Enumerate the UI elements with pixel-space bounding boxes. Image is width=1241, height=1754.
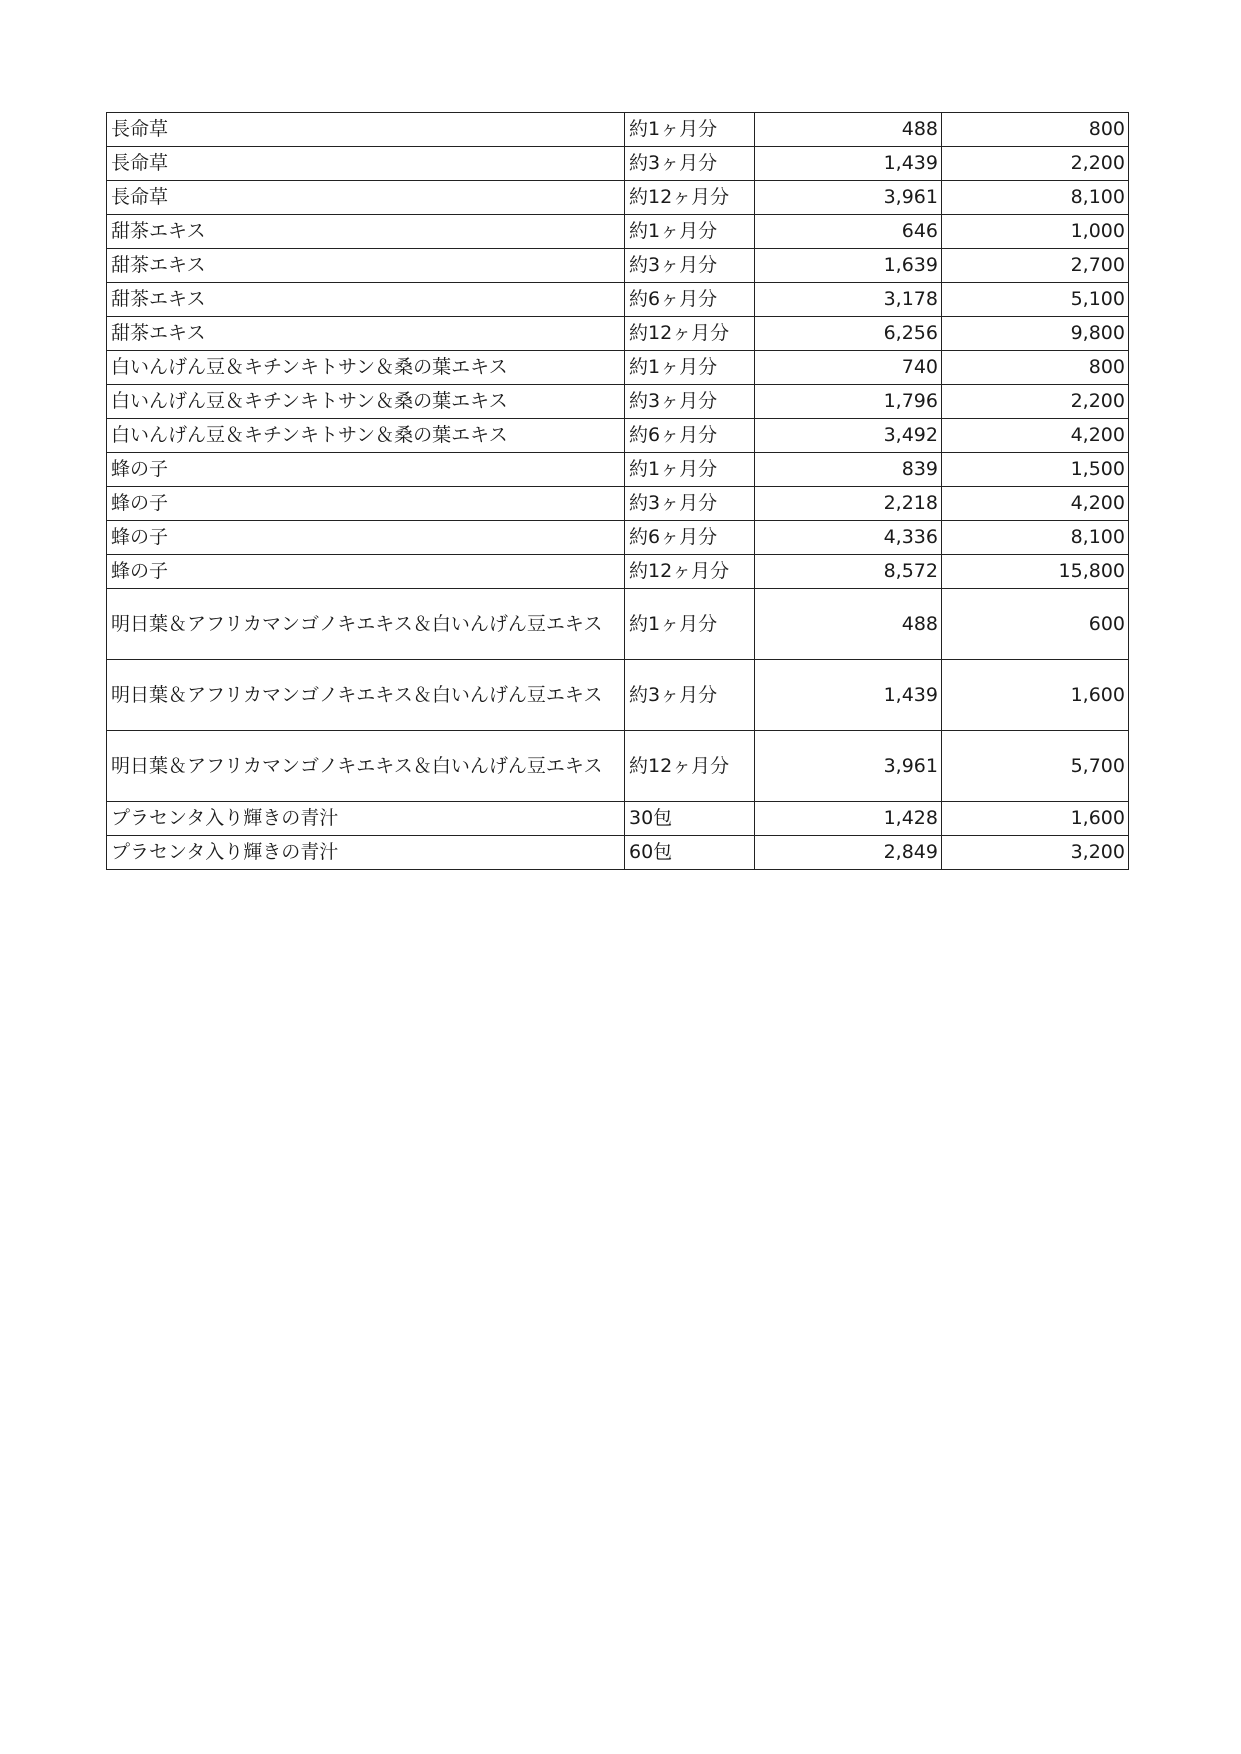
table-row (107, 487, 1129, 521)
cost-cell: 8,572 (755, 555, 942, 589)
table-row (107, 836, 1129, 870)
table-row (107, 453, 1129, 487)
quantity-cell: 約6ヶ月分 (625, 521, 755, 555)
product-name-cell: 甜茶エキス (107, 283, 625, 317)
cost-cell: 4,336 (755, 521, 942, 555)
cost-cell: 1,439 (755, 147, 942, 181)
price-cell: 2,700 (942, 249, 1129, 283)
cost-cell: 839 (755, 453, 942, 487)
quantity-cell: 約1ヶ月分 (625, 215, 755, 249)
quantity-cell: 60包 (625, 836, 755, 870)
product-name-cell: 蜂の子 (107, 487, 625, 521)
cost-cell: 488 (755, 589, 942, 660)
cost-cell: 3,492 (755, 419, 942, 453)
quantity-cell: 約6ヶ月分 (625, 283, 755, 317)
price-cell: 3,200 (942, 836, 1129, 870)
product-name-cell: 白いんげん豆＆キチンキトサン＆桑の葉エキス (107, 351, 625, 385)
cost-cell: 2,218 (755, 487, 942, 521)
price-cell: 2,200 (942, 385, 1129, 419)
cost-cell: 1,428 (755, 802, 942, 836)
price-cell: 8,100 (942, 521, 1129, 555)
price-cell: 2,200 (942, 147, 1129, 181)
quantity-cell: 約12ヶ月分 (625, 317, 755, 351)
price-cell: 1,500 (942, 453, 1129, 487)
product-name-cell: 白いんげん豆＆キチンキトサン＆桑の葉エキス (107, 385, 625, 419)
table-row (107, 249, 1129, 283)
table-row (107, 351, 1129, 385)
table-row (107, 802, 1129, 836)
cost-cell: 3,961 (755, 731, 942, 802)
table-row (107, 181, 1129, 215)
cost-cell: 1,796 (755, 385, 942, 419)
quantity-cell: 約6ヶ月分 (625, 419, 755, 453)
product-name-cell: 白いんげん豆＆キチンキトサン＆桑の葉エキス (107, 419, 625, 453)
cost-cell: 6,256 (755, 317, 942, 351)
quantity-cell: 約1ヶ月分 (625, 589, 755, 660)
table-row (107, 589, 1129, 660)
table-body (107, 113, 1129, 870)
quantity-cell: 約3ヶ月分 (625, 385, 755, 419)
table-row (107, 385, 1129, 419)
cost-cell: 2,849 (755, 836, 942, 870)
price-cell: 8,100 (942, 181, 1129, 215)
cost-cell: 740 (755, 351, 942, 385)
quantity-cell: 約1ヶ月分 (625, 351, 755, 385)
product-name-cell: 蜂の子 (107, 453, 625, 487)
cost-cell: 3,961 (755, 181, 942, 215)
quantity-cell: 約3ヶ月分 (625, 249, 755, 283)
table-row (107, 283, 1129, 317)
product-name-cell: 明日葉＆アフリカマンゴノキエキス＆白いんげん豆エキス (107, 731, 625, 802)
product-name-cell: 長命草 (107, 147, 625, 181)
price-cell: 1,600 (942, 660, 1129, 731)
quantity-cell: 約3ヶ月分 (625, 660, 755, 731)
cost-cell: 3,178 (755, 283, 942, 317)
cost-cell: 1,639 (755, 249, 942, 283)
product-name-cell: 長命草 (107, 113, 625, 147)
table-row (107, 419, 1129, 453)
quantity-cell: 約3ヶ月分 (625, 487, 755, 521)
product-name-cell: 甜茶エキス (107, 249, 625, 283)
product-name-cell: 甜茶エキス (107, 215, 625, 249)
price-cell: 1,600 (942, 802, 1129, 836)
product-name-cell: 蜂の子 (107, 555, 625, 589)
product-name-cell: 明日葉＆アフリカマンゴノキエキス＆白いんげん豆エキス (107, 660, 625, 731)
price-cell: 9,800 (942, 317, 1129, 351)
quantity-cell: 約3ヶ月分 (625, 147, 755, 181)
cost-cell: 488 (755, 113, 942, 147)
quantity-cell: 約1ヶ月分 (625, 113, 755, 147)
table-row (107, 317, 1129, 351)
price-cell: 5,700 (942, 731, 1129, 802)
product-name-cell: 蜂の子 (107, 521, 625, 555)
product-price-table (106, 112, 1129, 870)
price-cell: 800 (942, 113, 1129, 147)
quantity-cell: 約12ヶ月分 (625, 731, 755, 802)
price-cell: 4,200 (942, 419, 1129, 453)
table-row (107, 215, 1129, 249)
quantity-cell: 約1ヶ月分 (625, 453, 755, 487)
table-row (107, 521, 1129, 555)
price-cell: 600 (942, 589, 1129, 660)
price-cell: 4,200 (942, 487, 1129, 521)
product-name-cell: 明日葉＆アフリカマンゴノキエキス＆白いんげん豆エキス (107, 589, 625, 660)
quantity-cell: 30包 (625, 802, 755, 836)
price-cell: 1,000 (942, 215, 1129, 249)
product-name-cell: 長命草 (107, 181, 625, 215)
product-name-cell: 甜茶エキス (107, 317, 625, 351)
price-cell: 5,100 (942, 283, 1129, 317)
table-row (107, 660, 1129, 731)
table-row (107, 113, 1129, 147)
quantity-cell: 約12ヶ月分 (625, 555, 755, 589)
price-cell: 800 (942, 351, 1129, 385)
table-row (107, 555, 1129, 589)
product-name-cell: プラセンタ入り輝きの青汁 (107, 836, 625, 870)
product-name-cell: プラセンタ入り輝きの青汁 (107, 802, 625, 836)
price-cell: 15,800 (942, 555, 1129, 589)
cost-cell: 1,439 (755, 660, 942, 731)
cost-cell: 646 (755, 215, 942, 249)
quantity-cell: 約12ヶ月分 (625, 181, 755, 215)
table-row (107, 731, 1129, 802)
table-row (107, 147, 1129, 181)
